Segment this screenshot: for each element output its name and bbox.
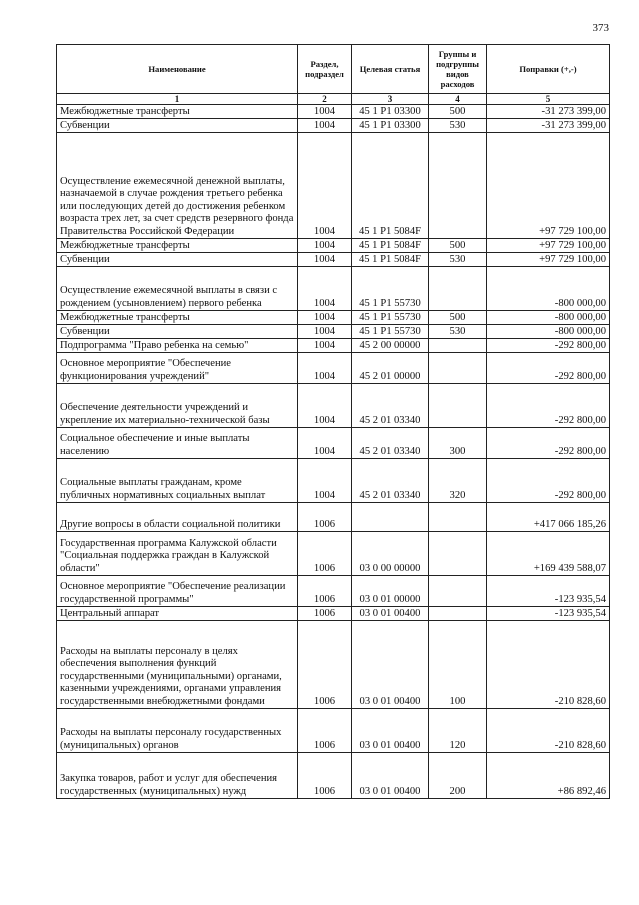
row-group: 530 [429,253,487,267]
table-row [57,105,610,119]
row-article: 45 2 01 03340 [352,384,429,428]
row-name: Закупка товаров, работ и услуг для обеспечения государственных (муниципальных) нужд [57,753,298,799]
row-amount: -292 800,00 [487,353,610,384]
row-name: Подпрограмма "Право ребенка на семью" [57,339,298,353]
row-name: Межбюджетные трансферты [57,105,298,119]
row-section: 1004 [298,353,352,384]
row-amount: -292 800,00 [487,428,610,459]
row-section: 1004 [298,119,352,133]
row-amount: -292 800,00 [487,384,610,428]
row-section: 1004 [298,311,352,325]
row-article [352,503,429,532]
column-number: 4 [429,94,487,105]
row-article: 45 1 P1 5084F [352,239,429,253]
row-article: 45 2 01 03340 [352,428,429,459]
row-article: 45 1 P1 55730 [352,267,429,311]
row-article: 03 0 00 00000 [352,532,429,576]
table-row [57,607,610,621]
table-row [57,339,610,353]
row-amount: +417 066 185,26 [487,503,610,532]
table-row [57,253,610,267]
column-number: 2 [298,94,352,105]
row-article: 45 1 P1 55730 [352,325,429,339]
table-row [57,709,610,753]
row-name: Другие вопросы в области социальной политики [57,503,298,532]
table-header-row [57,45,610,94]
row-article: 03 0 01 00400 [352,753,429,799]
column-header-section: Раздел, подраздел [298,45,352,94]
column-number: 1 [57,94,298,105]
row-name: Осуществление ежемесячной денежной выплаты, назначаемой в случае рождения третьего ребенка или последующих детей до достижения ребенком возраста трех лет, за счет средств резервного фонда Правительства Российской Федерации [57,133,298,239]
row-name: Межбюджетные трансферты [57,311,298,325]
row-amount: -210 828,60 [487,621,610,709]
row-article: 45 1 P1 5084F [352,133,429,239]
row-name: Субвенции [57,119,298,133]
table-row [57,621,610,709]
row-article: 45 1 P1 5084F [352,253,429,267]
table-row [57,384,610,428]
row-name: Расходы на выплаты персоналу государственных (муниципальных) органов [57,709,298,753]
row-group [429,384,487,428]
row-group [429,532,487,576]
row-group [429,503,487,532]
table-row [57,353,610,384]
row-name: Социальные выплаты гражданам, кроме публичных нормативных социальных выплат [57,459,298,503]
table-row [57,576,610,607]
row-amount: -800 000,00 [487,311,610,325]
row-group [429,267,487,311]
row-group: 320 [429,459,487,503]
row-section: 1006 [298,607,352,621]
column-number: 5 [487,94,610,105]
row-group: 100 [429,621,487,709]
row-article: 03 0 01 00400 [352,607,429,621]
row-article: 03 0 01 00400 [352,621,429,709]
row-group: 530 [429,119,487,133]
row-section: 1004 [298,339,352,353]
row-amount: +97 729 100,00 [487,133,610,239]
row-name: Расходы на выплаты персоналу в целях обеспечения выполнения функций государственными (муниципальными) органами, казенными учреждениями, органами управления государственными внебюджетными фондами [57,621,298,709]
row-section: 1004 [298,384,352,428]
column-number-row [57,94,610,105]
row-group: 300 [429,428,487,459]
row-amount: -292 800,00 [487,459,610,503]
row-group [429,339,487,353]
row-section: 1006 [298,503,352,532]
row-amount: -210 828,60 [487,709,610,753]
row-section: 1004 [298,325,352,339]
row-section: 1004 [298,267,352,311]
row-name: Государственная программа Калужской области "Социальная поддержка граждан в Калужской области" [57,532,298,576]
row-amount: -31 273 399,00 [487,119,610,133]
row-name: Осуществление ежемесячной выплаты в связи с рождением (усыновлением) первого ребенка [57,267,298,311]
column-header-article: Целевая статья [352,45,429,94]
row-group [429,133,487,239]
row-group: 530 [429,325,487,339]
row-group: 500 [429,239,487,253]
row-group [429,353,487,384]
row-article: 45 2 01 00000 [352,353,429,384]
row-name: Социальное обеспечение и иные выплаты населению [57,428,298,459]
row-amount: -31 273 399,00 [487,105,610,119]
row-amount: +97 729 100,00 [487,253,610,267]
table-row [57,459,610,503]
row-section: 1004 [298,239,352,253]
table-row [57,503,610,532]
row-amount: -292 800,00 [487,339,610,353]
table-row [57,133,610,239]
budget-amendments-table [56,44,610,799]
row-article: 03 0 01 00400 [352,709,429,753]
row-section: 1004 [298,133,352,239]
row-amount: -123 935,54 [487,576,610,607]
row-name: Основное мероприятие "Обеспечение функционирования учреждений" [57,353,298,384]
row-section: 1004 [298,459,352,503]
row-name: Основное мероприятие "Обеспечение реализации государственной программы" [57,576,298,607]
row-group: 120 [429,709,487,753]
row-article: 45 2 00 00000 [352,339,429,353]
row-section: 1004 [298,253,352,267]
row-article: 45 2 01 03340 [352,459,429,503]
row-article: 45 1 P1 03300 [352,105,429,119]
row-name: Обеспечение деятельности учреждений и укрепление их материально-технической базы [57,384,298,428]
row-amount: +169 439 588,07 [487,532,610,576]
row-amount: -800 000,00 [487,267,610,311]
table-row [57,311,610,325]
row-section: 1006 [298,753,352,799]
table-row [57,325,610,339]
table-row [57,428,610,459]
row-amount: +97 729 100,00 [487,239,610,253]
table-row [57,267,610,311]
row-group: 500 [429,105,487,119]
row-section: 1006 [298,576,352,607]
column-header-name: Наименование [57,45,298,94]
row-name: Центральный аппарат [57,607,298,621]
column-header-amount: Поправки (+,-) [487,45,610,94]
row-group [429,576,487,607]
row-name: Субвенции [57,253,298,267]
row-section: 1004 [298,428,352,459]
row-article: 45 1 P1 55730 [352,311,429,325]
table-row [57,119,610,133]
row-group: 500 [429,311,487,325]
row-name: Межбюджетные трансферты [57,239,298,253]
row-name: Субвенции [57,325,298,339]
table-row [57,753,610,799]
row-section: 1006 [298,709,352,753]
page-number: 373 [592,22,609,34]
row-amount: -123 935,54 [487,607,610,621]
table-row [57,532,610,576]
row-amount: -800 000,00 [487,325,610,339]
row-section: 1006 [298,532,352,576]
column-header-group: Группы и подгруппы видов расходов [429,45,487,94]
row-section: 1004 [298,105,352,119]
row-group: 200 [429,753,487,799]
row-amount: +86 892,46 [487,753,610,799]
row-article: 03 0 01 00000 [352,576,429,607]
table-row [57,239,610,253]
row-section: 1006 [298,621,352,709]
row-group [429,607,487,621]
column-number: 3 [352,94,429,105]
row-article: 45 1 P1 03300 [352,119,429,133]
